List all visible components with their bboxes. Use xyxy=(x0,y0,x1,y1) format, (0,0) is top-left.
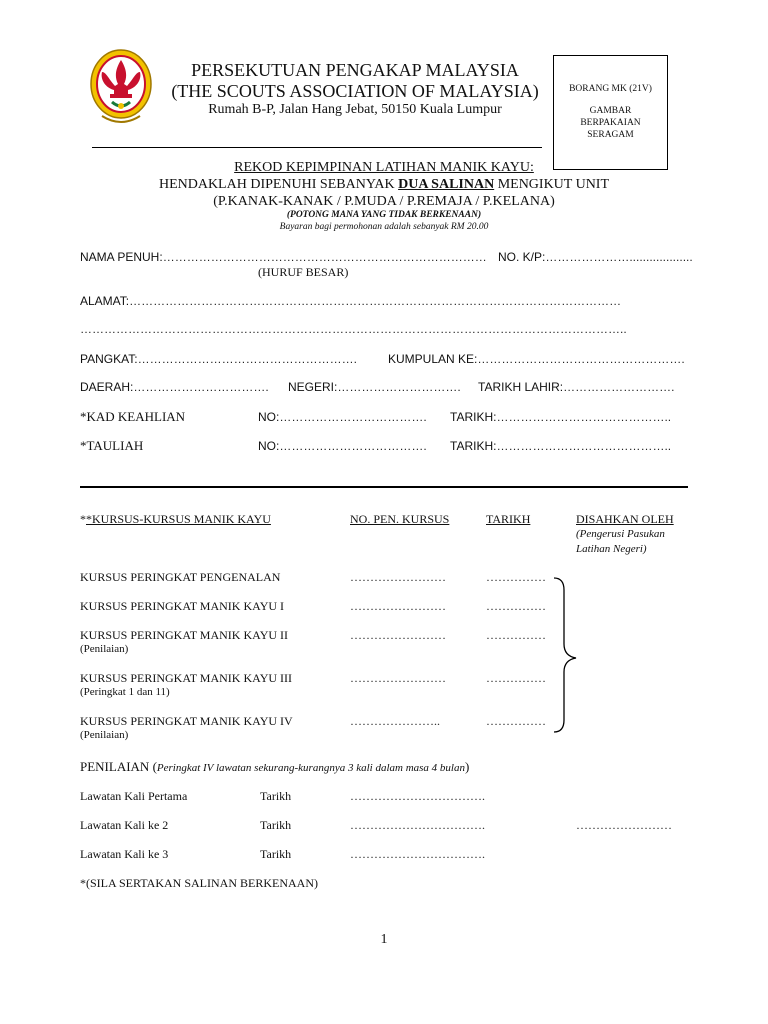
penilaian-label: PENILAIAN ( xyxy=(80,759,157,774)
org-address: Rumah B-P, Jalan Hang Jebat, 50150 Kuala Lumpur xyxy=(208,102,502,117)
photo-label-3: SERAGAM xyxy=(587,130,634,140)
photo-label-2: BERPAKAIAN xyxy=(580,118,641,128)
tauliah-no-field xyxy=(258,439,427,453)
visit-tarikh-label: Tarikh xyxy=(260,789,292,803)
nama-label: NAMA PENUH: xyxy=(80,250,163,264)
visit-name: Lawatan Kali ke 3 xyxy=(80,847,169,861)
section-divider xyxy=(80,486,688,488)
kp-input[interactable]: …………………................... xyxy=(545,250,693,264)
kp-field xyxy=(498,250,693,264)
course-sub: (Peringkat 1 dan 11) xyxy=(80,686,170,698)
kumpulan-field xyxy=(388,352,685,366)
pangkat-field xyxy=(80,352,357,366)
col-disahkan: DISAHKAN OLEH xyxy=(576,512,674,526)
alamat-input[interactable]: …………………………………………………………………………………………………………… xyxy=(129,294,622,308)
kad-tarikh-field xyxy=(450,410,671,424)
visit-name: Lawatan Kali ke 2 xyxy=(80,818,169,832)
course-tarikh-input[interactable]: …………… xyxy=(486,671,546,685)
course-no-input[interactable]: …………………… xyxy=(350,671,446,685)
tauliah-label: *TAULIAH xyxy=(80,438,144,453)
org-name: PERSEKUTUAN PENGAKAP MALAYSIA xyxy=(191,60,519,80)
visit-tarikh-input[interactable]: ……………………………. xyxy=(350,847,485,861)
kp-label: NO. K/P: xyxy=(498,250,546,264)
penilaian-heading xyxy=(80,759,469,775)
disahkan-note-2: Latihan Negeri) xyxy=(576,543,647,555)
visit-tarikh-input[interactable]: ……………………………. xyxy=(350,789,485,803)
course-sub: (Penilaian) xyxy=(80,729,129,741)
tauliah-no-label: NO: xyxy=(258,439,280,453)
form-instruction xyxy=(92,177,676,193)
instruction-pre: HENDAKLAH DIPENUHI SEBANYAK xyxy=(158,177,399,192)
negeri-input[interactable]: …………………………. xyxy=(337,380,461,394)
disahkan-note-1-text: Pengerusi Pasukan xyxy=(579,528,665,540)
col-no-pen: NO. PEN. KURSUS xyxy=(350,512,450,526)
alamat-input-2[interactable]: ……………………………………………………………………………………………………………………….. xyxy=(80,322,627,336)
tauliah-no-input[interactable]: ………………………………. xyxy=(279,439,427,453)
kad-no-input[interactable]: ………………………………. xyxy=(279,410,427,424)
kad-keahlian-label: *KAD KEAHLIAN xyxy=(80,409,186,424)
footer-note: *(SILA SERTAKAN SALINAN BERKENAAN) xyxy=(80,876,318,890)
disahkan-note-2-text: Latihan Negeri xyxy=(576,543,643,555)
visit-tarikh-label: Tarikh xyxy=(260,818,292,832)
form-code: BORANG MK (21V) xyxy=(569,84,652,94)
daerah-field xyxy=(80,380,269,394)
tauliah-tarikh-label: TARIKH: xyxy=(450,439,497,453)
pangkat-input[interactable]: ………………………………………………. xyxy=(137,352,357,366)
kad-tarikh-input[interactable]: …………………………………….. xyxy=(496,410,672,424)
tauliah-tarikh-input[interactable]: …………………………………….. xyxy=(496,439,672,453)
kad-no-label: NO: xyxy=(258,410,280,424)
alamat-field xyxy=(80,294,690,308)
course-name: KURSUS PERINGKAT PENGENALAN xyxy=(80,570,281,584)
visit-name: Lawatan Kali Pertama xyxy=(80,789,188,803)
nama-field xyxy=(80,250,487,264)
visit-tarikh-label: Tarikh xyxy=(260,847,292,861)
course-tarikh-input[interactable]: …………… xyxy=(486,599,546,613)
col-kursus: **KURSUS-KURSUS MANIK KAYU xyxy=(80,512,271,526)
daerah-label: DAERAH: xyxy=(80,380,134,394)
course-tarikh-input[interactable]: …………… xyxy=(486,570,546,584)
course-name: KURSUS PERINGKAT MANIK KAYU II xyxy=(80,628,289,642)
lahir-input[interactable]: ………………………. xyxy=(563,380,675,394)
form-title xyxy=(92,160,676,176)
header-rule xyxy=(92,147,542,148)
org-name-english: (THE SCOUTS ASSOCIATION OF MALAYSIA) xyxy=(171,81,539,101)
photo-box xyxy=(553,55,668,170)
kad-tarikh-label: TARIKH: xyxy=(450,410,497,424)
course-name: KURSUS PERINGKAT MANIK KAYU I xyxy=(80,599,285,613)
strike-note: (POTONG MANA YANG TIDAK BERKENAAN) xyxy=(286,210,482,220)
course-tarikh-input[interactable]: …………… xyxy=(486,714,546,728)
instruction-bold: DUA SALINAN xyxy=(398,177,495,192)
course-name: KURSUS PERINGKAT MANIK KAYU III xyxy=(80,671,293,685)
tauliah-tarikh-field xyxy=(450,439,671,453)
col-kursus-text: *KURSUS-KURSUS MANIK KAYU xyxy=(86,512,271,526)
lahir-field xyxy=(478,380,674,394)
form-title-text: REKOD KEPIMPINAN LATIHAN MANIK KAYU: xyxy=(234,160,534,175)
signature-input[interactable]: …………………… xyxy=(576,818,672,832)
nama-input[interactable]: ……………………………………………………………………… xyxy=(162,250,487,264)
lahir-label: TARIKH LAHIR: xyxy=(478,380,564,394)
pangkat-label: PANGKAT: xyxy=(80,352,138,366)
kad-no-field xyxy=(258,410,427,424)
penilaian-note: Peringkat IV lawatan sekurang-kurangnya 3 kali dalam masa 4 bulan xyxy=(156,762,465,774)
kumpulan-label: KUMPULAN KE: xyxy=(388,352,478,366)
scouts-emblem-icon xyxy=(88,46,154,130)
page-number: 1 xyxy=(380,932,388,947)
disahkan-note-1: (Pengerusi Pasukan xyxy=(576,528,665,540)
visit-tarikh-input[interactable]: ……………………………. xyxy=(350,818,485,832)
kumpulan-input[interactable]: ……………………………………………. xyxy=(477,352,685,366)
course-no-input[interactable]: …………………… xyxy=(350,570,446,584)
huruf-besar-note: (HURUF BESAR) xyxy=(258,265,349,279)
alamat-label: ALAMAT: xyxy=(80,294,130,308)
course-no-input[interactable]: …………………… xyxy=(350,628,446,642)
negeri-field xyxy=(288,380,461,394)
course-no-input[interactable]: ………………….. xyxy=(350,714,440,728)
unit-list: (P.KANAK-KANAK / P.MUDA / P.REMAJA / P.KELANA) xyxy=(213,194,555,209)
photo-label-1: GAMBAR xyxy=(589,106,632,116)
daerah-input[interactable]: ……………………………. xyxy=(133,380,269,394)
curly-brace-icon xyxy=(552,574,582,734)
negeri-label: NEGERI: xyxy=(288,380,338,394)
course-tarikh-input[interactable]: …………… xyxy=(486,628,546,642)
fee-note: Bayaran bagi permohonan adalah sebanyak RM 20.00 xyxy=(279,222,489,232)
penilaian-close: ) xyxy=(464,759,470,774)
col-tarikh: TARIKH xyxy=(486,512,531,526)
course-sub: (Penilaian) xyxy=(80,643,129,655)
course-no-input[interactable]: …………………… xyxy=(350,599,446,613)
instruction-post: MENGIKUT UNIT xyxy=(494,177,610,192)
course-name: KURSUS PERINGKAT MANIK KAYU IV xyxy=(80,714,293,728)
